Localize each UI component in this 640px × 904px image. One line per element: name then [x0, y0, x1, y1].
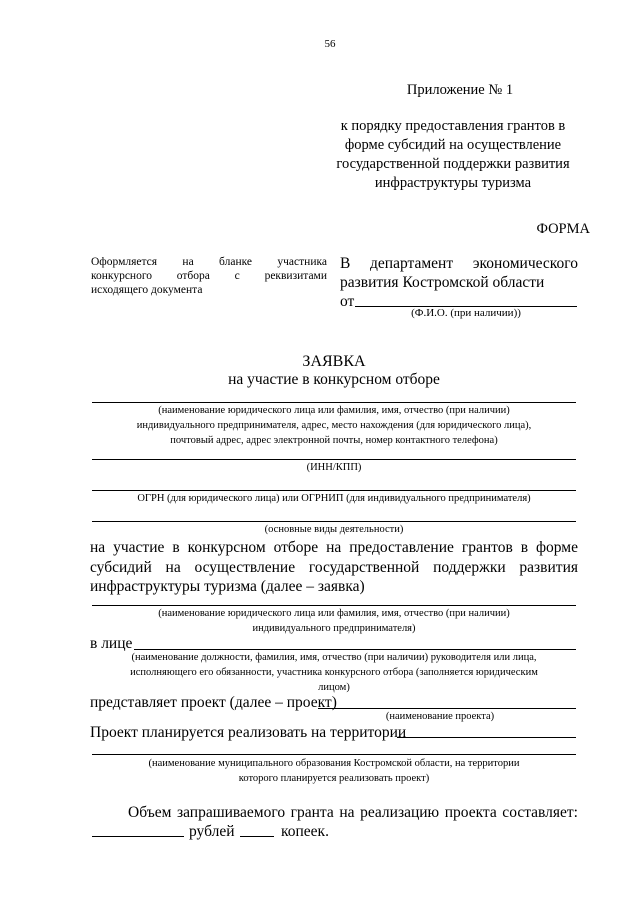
territory-fill-line-1[interactable] [397, 737, 576, 738]
paragraph-line: на участие в конкурсном отборе на предоставление грантов в форме [90, 539, 578, 556]
caption-line: (наименование должности, фамилия, имя, отчество (при наличии) руководителя или лица, [131, 652, 537, 663]
territory-prefix: Проект планируется реализовать на территории [90, 724, 407, 741]
caption-line: которого планируется реализовать проект) [238, 773, 430, 784]
letterhead-note-line: Оформляется на бланке участника [91, 256, 327, 268]
territory-fill-line-2[interactable] [92, 754, 576, 755]
application-title: ЗАЯВКА [302, 353, 366, 370]
addressee-line-2: развития Костромской области [340, 274, 545, 291]
from-caption: (Ф.И.О. (при наличии)) [411, 307, 521, 319]
form-label: ФОРМА [536, 221, 590, 237]
appendix-line: инфраструктуры туризма [374, 175, 532, 191]
applicant-caption [90, 403, 578, 448]
territory-caption [90, 756, 578, 786]
letterhead-note-line: исходящего документа [91, 284, 203, 296]
paragraph-line: субсидий на осуществление государственной поддержки развития [90, 558, 578, 576]
caption-line: почтовый адрес, адрес электронной почты, номер контактного телефона) [170, 435, 498, 446]
appendix-title: Приложение № 1 [406, 82, 514, 98]
appendix-line: форме субсидий на осуществление [344, 137, 562, 153]
appendix-line: к порядку предоставления грантов в [340, 118, 566, 134]
main-paragraph [90, 538, 578, 597]
represented-by-caption [90, 650, 578, 695]
caption-line: (наименование юридического лица или фамилия, имя, отчество (при наличии) [158, 405, 510, 416]
kopecks-label: копеек. [281, 823, 329, 840]
from-prefix: от [340, 293, 355, 310]
caption-line: (наименование муниципального образования Костромской области, на территории [148, 758, 520, 769]
letterhead-note-line: конкурсного отбора с реквизитами [91, 270, 327, 282]
paragraph-line: инфраструктуры туризма (далее – заявка) [90, 578, 365, 595]
caption-line: лицом) [318, 682, 350, 693]
letterhead-note [91, 255, 327, 297]
application-subtitle: на участие в конкурсном отборе [228, 371, 440, 388]
page-number: 56 [324, 38, 336, 50]
grant-line: Объем запрашиваемого гранта на реализацию проекта составляет: [128, 804, 578, 821]
caption-line: индивидуального предпринимателя, адрес, место нахождения (для юридического лица), [136, 420, 532, 431]
caption-line: исполняющего его обязанности, участника конкурсного отбора (заполняется юридическим [130, 667, 538, 678]
caption-line: индивидуального предпринимателя) [252, 623, 416, 634]
appendix-line: государственной поддержки развития [336, 156, 570, 172]
caption-line: (наименование юридического лица или фамилия, имя, отчество (при наличии) [158, 608, 510, 619]
kopecks-fill-line[interactable] [240, 836, 274, 837]
activity-caption: (основные виды деятельности) [264, 524, 404, 535]
rubles-fill-line[interactable] [92, 836, 184, 837]
addressee-line-1: В департамент экономического [340, 255, 578, 272]
rubles-label: рублей [189, 823, 235, 840]
appendix-text [318, 117, 588, 193]
entity-caption [90, 606, 578, 636]
project-caption: (наименование проекта) [385, 711, 495, 722]
ogrn-caption: ОГРН (для юридического лица) или ОГРНИП (для индивидуального предпринимателя) [137, 493, 531, 504]
project-prefix: представляет проект (далее – проект) [90, 694, 337, 711]
represented-by-prefix: в лице [90, 635, 133, 652]
inn-caption: (ИНН/КПП) [306, 462, 362, 473]
